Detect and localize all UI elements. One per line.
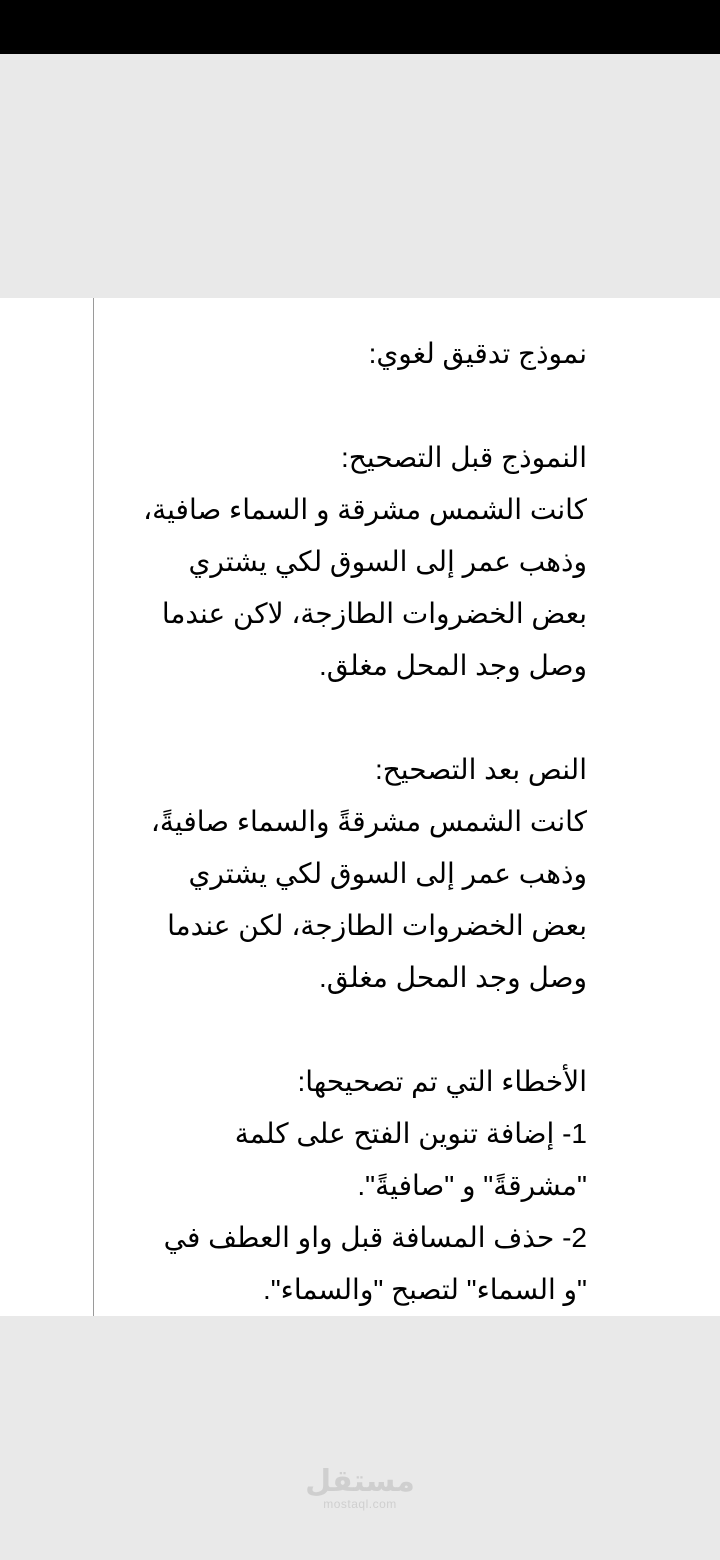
before-line: كانت الشمس مشرقة و السماء صافية، — [143, 494, 587, 525]
document-text — [127, 328, 587, 1368]
document-title: نموذج تدقيق لغوي: — [368, 338, 587, 369]
page-margin-line — [93, 298, 94, 1316]
after-heading: النص بعد التصحيح: — [374, 754, 587, 785]
before-heading: النموذج قبل التصحيح: — [341, 442, 587, 473]
mostaql-watermark-logo — [290, 1466, 430, 1510]
after-line: وذهب عمر إلى السوق لكي يشتري — [188, 858, 587, 889]
viewer-background-bottom — [0, 1316, 720, 1560]
after-line: بعض الخضروات الطازجة، لكن عندما — [167, 910, 587, 941]
before-line: وصل وجد المحل مغلق. — [318, 650, 587, 681]
viewer-background-top — [0, 54, 720, 298]
blank-line — [127, 1004, 587, 1056]
before-line: بعض الخضروات الطازجة، لاكن عندما — [161, 598, 587, 629]
watermark-logo-text: مستقل — [305, 1464, 415, 1499]
before-line: وذهب عمر إلى السوق لكي يشتري — [188, 546, 587, 577]
document-page[interactable] — [0, 298, 720, 1316]
error-line: "و السماء" لتصبح "والسماء". — [262, 1274, 587, 1305]
after-line: وصل وجد المحل مغلق. — [318, 962, 587, 993]
error-line: "مشرقةً" و "صافيةً". — [357, 1170, 587, 1201]
status-bar — [0, 0, 720, 54]
error-line: 2- حذف المسافة قبل واو العطف في — [163, 1222, 587, 1253]
blank-line — [127, 380, 587, 432]
errors-heading: الأخطاء التي تم تصحيحها: — [297, 1066, 587, 1097]
watermark-domain: mostaql.com — [323, 1497, 397, 1511]
error-line: 1- إضافة تنوين الفتح على كلمة — [234, 1118, 587, 1149]
after-line: كانت الشمس مشرقةً والسماء صافيةً، — [150, 806, 587, 837]
blank-line — [127, 692, 587, 744]
